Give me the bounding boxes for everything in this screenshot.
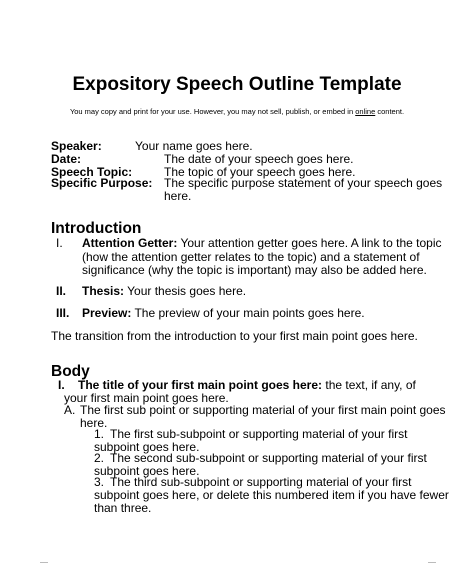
field-speaker-label: Speaker: — [51, 139, 102, 153]
preview-text: The preview of your main points goes here. — [131, 306, 365, 320]
main-point-title: The title of your first main point goes here: — [78, 378, 323, 392]
field-speech-topic-label: Speech Topic: — [51, 165, 133, 179]
sub-point-letter: A. — [64, 403, 76, 417]
thesis-label: Thesis: — [82, 284, 125, 298]
attention-getter-text-line3: significance (why the topic is important) may also be added here. — [82, 263, 427, 277]
body-main-point-numeral: I. — [58, 378, 65, 392]
field-speech-topic-value: The topic of your speech goes here. — [164, 165, 356, 179]
field-date — [51, 152, 81, 166]
document-title: Expository Speech Outline Template — [72, 74, 402, 95]
subsub-point-2-text: The second sub-subpoint or supporting material of your first — [110, 451, 427, 465]
subsub-point-1-text: The first sub-subpoint or supporting material of your first — [110, 427, 408, 441]
field-specific-purpose-value: The specific purpose statement of your speech goes — [164, 176, 443, 190]
intro-item-thesis — [82, 284, 246, 298]
subsub-point-1-text-line2: subpoint goes here. — [94, 440, 200, 454]
main-point-text: the text, if any, of — [322, 378, 416, 392]
online-link-text: online — [355, 107, 376, 116]
thesis-text: Your thesis goes here. — [124, 284, 247, 298]
footer-margin-mark-right — [428, 562, 436, 563]
attention-getter-label: Attention Getter: — [82, 236, 178, 250]
intro-item-preview — [82, 306, 365, 320]
field-date-value: The date of your speech goes here. — [164, 152, 354, 166]
subsub-point-3-text-line2: subpoint goes here, or delete this numbered item if you have fewer — [94, 488, 449, 502]
subsub-point-3-text-line3: than three. — [94, 501, 152, 515]
sub-point-text-line2: here. — [80, 416, 108, 430]
introduction-heading: Introduction — [51, 220, 142, 237]
subsub-point-2-number: 2. — [94, 451, 105, 465]
body-heading: Body — [51, 363, 90, 380]
main-point-text-line2: your first main point goes here. — [64, 391, 229, 405]
attention-getter-text-line2: (how the attention getter relates to the topic) and a statement of — [82, 250, 420, 264]
body-main-point — [78, 378, 416, 392]
subsub-point-3-number: 3. — [94, 475, 105, 489]
field-speaker — [51, 139, 102, 153]
usage-notice-text: You may copy and print for your use. However, you may not sell, publish, or embed in — [69, 107, 356, 116]
footer-margin-mark-left — [40, 562, 48, 563]
subsub-point-2-text-line2: subpoint goes here. — [94, 464, 200, 478]
usage-notice — [0, 107, 474, 117]
subsub-point-1-number: 1. — [94, 427, 105, 441]
usage-notice-end: content. — [375, 107, 405, 116]
subsub-point-3-text: The third sub-subpoint or supporting material of your first — [110, 475, 412, 489]
field-specific-purpose-value-cont: here. — [164, 189, 192, 203]
field-specific-purpose — [51, 176, 152, 190]
intro-item-attention-getter — [82, 236, 442, 250]
field-specific-purpose-label: Specific Purpose: — [51, 176, 153, 190]
intro-transition: The transition from the introduction to your first main point goes here. — [51, 329, 418, 343]
intro-item-1-numeral: I. — [56, 236, 63, 250]
preview-label: Preview: — [82, 306, 132, 320]
attention-getter-text: Your attention getter goes here. A link to the topic — [177, 236, 442, 250]
field-speaker-value: Your name goes here. — [135, 139, 253, 153]
sub-point-text: The first sub point or supporting material of your first main point goes — [80, 403, 446, 417]
intro-item-3-numeral: III. — [56, 306, 70, 320]
intro-item-2-numeral: II. — [56, 284, 67, 298]
field-date-label: Date: — [51, 152, 82, 166]
